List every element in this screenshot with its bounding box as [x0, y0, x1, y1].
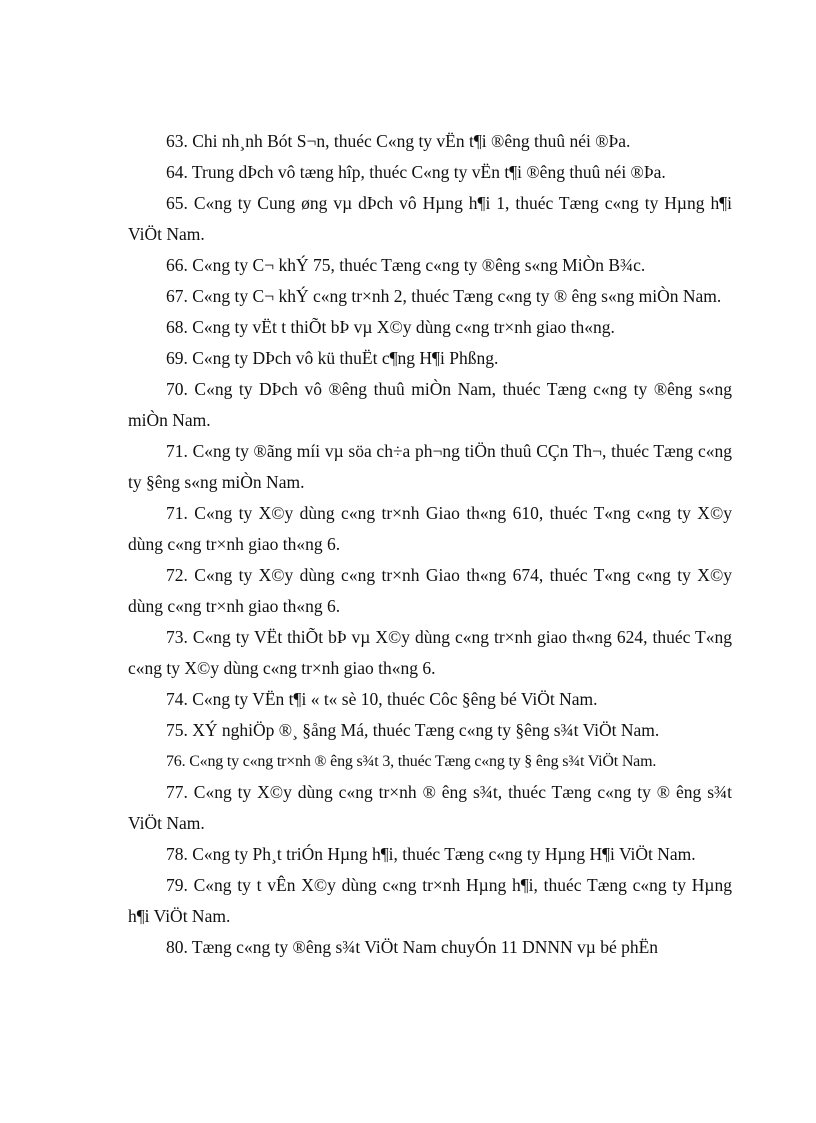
list-item-73: 73. C«ng ty VËt thiÕt bÞ vµ X©y dùng c«ng tr×nh giao th«ng 624, thuéc T«ng c«ng ty X©y dùng c«ng tr×nh giao th«ng 6.: [128, 627, 732, 678]
list-item-80: 80. Tæng c«ng ty ®êng s¾t ViÖt Nam chuyÓn 11 DNNN vµ bé phËn: [166, 937, 659, 957]
list-item-77: 77. C«ng ty X©y dùng c«ng tr×nh ® êng s¾t, thuéc Tæng c«ng ty ® êng s¾t ViÖt Nam.: [128, 782, 732, 833]
list-item-66: 66. C«ng ty C¬ khÝ 75, thuéc Tæng c«ng ty ®êng s«ng MiÒn B¾c.: [166, 255, 646, 275]
list-item-70: 70. C«ng ty DÞch vô ®êng thuû miÒn Nam, thuéc Tæng c«ng ty ®êng s«ng miÒn Nam.: [128, 379, 732, 430]
list-item-76: 76. C«ng ty c«ng tr×nh ® êng s¾t 3, thuéc Tæng c«ng ty § êng s¾t ViÖt Nam.: [166, 753, 657, 770]
list-item-74: 74. C«ng ty VËn t¶i « t« sè 10, thuéc Côc §êng bé ViÖt Nam.: [166, 689, 598, 709]
list-item-71a: 71. C«ng ty ®ãng míi vµ söa ch÷a ph¬ng tiÖn thuû CÇn Th¬, thuéc Tæng c«ng ty §êng s«ng miÒn Nam.: [128, 441, 732, 492]
list-item-72: 72. C«ng ty X©y dùng c«ng tr×nh Giao th«ng 674, thuéc T«ng c«ng ty X©y dùng c«ng tr×nh giao th«ng 6.: [128, 565, 732, 616]
list-item-68: 68. C«ng ty vËt t thiÕt bÞ vµ X©y dùng c«ng tr×nh giao th«ng.: [166, 317, 615, 337]
document-body: [128, 126, 732, 963]
list-item-63: 63. Chi nh¸nh Bót S¬n, thuéc C«ng ty vËn t¶i ®êng thuû néi ®Þa.: [166, 131, 631, 151]
list-item-75: 75. XÝ nghiÖp ®¸ §ång Má, thuéc Tæng c«ng ty §êng s¾t ViÖt Nam.: [166, 720, 660, 740]
list-item-67: 67. C«ng ty C¬ khÝ c«ng tr×nh 2, thuéc Tæng c«ng ty ® êng s«ng miÒn Nam.: [166, 286, 722, 306]
list-item-69: 69. C«ng ty DÞch vô kü thuËt c¶ng H¶i Phßng.: [166, 348, 499, 368]
list-item-65: 65. C«ng ty Cung øng vµ dÞch vô Hµng h¶i 1, thuéc Tæng c«ng ty Hµng h¶i ViÖt Nam.: [128, 193, 732, 244]
list-item-71b: 71. C«ng ty X©y dùng c«ng tr×nh Giao th«ng 610, thuéc T«ng c«ng ty X©y dùng c«ng tr×nh giao th«ng 6.: [128, 503, 732, 554]
list-item-64: 64. Trung dÞch vô tæng hîp, thuéc C«ng ty vËn t¶i ®êng thuû néi ®Þa.: [166, 162, 666, 182]
list-item-79: 79. C«ng ty t vÊn X©y dùng c«ng tr×nh Hµng h¶i, thuéc Tæng c«ng ty Hµng h¶i ViÖt Nam.: [128, 875, 732, 926]
list-item-78: 78. C«ng ty Ph¸t triÓn Hµng h¶i, thuéc Tæng c«ng ty Hµng H¶i ViÖt Nam.: [166, 844, 696, 864]
